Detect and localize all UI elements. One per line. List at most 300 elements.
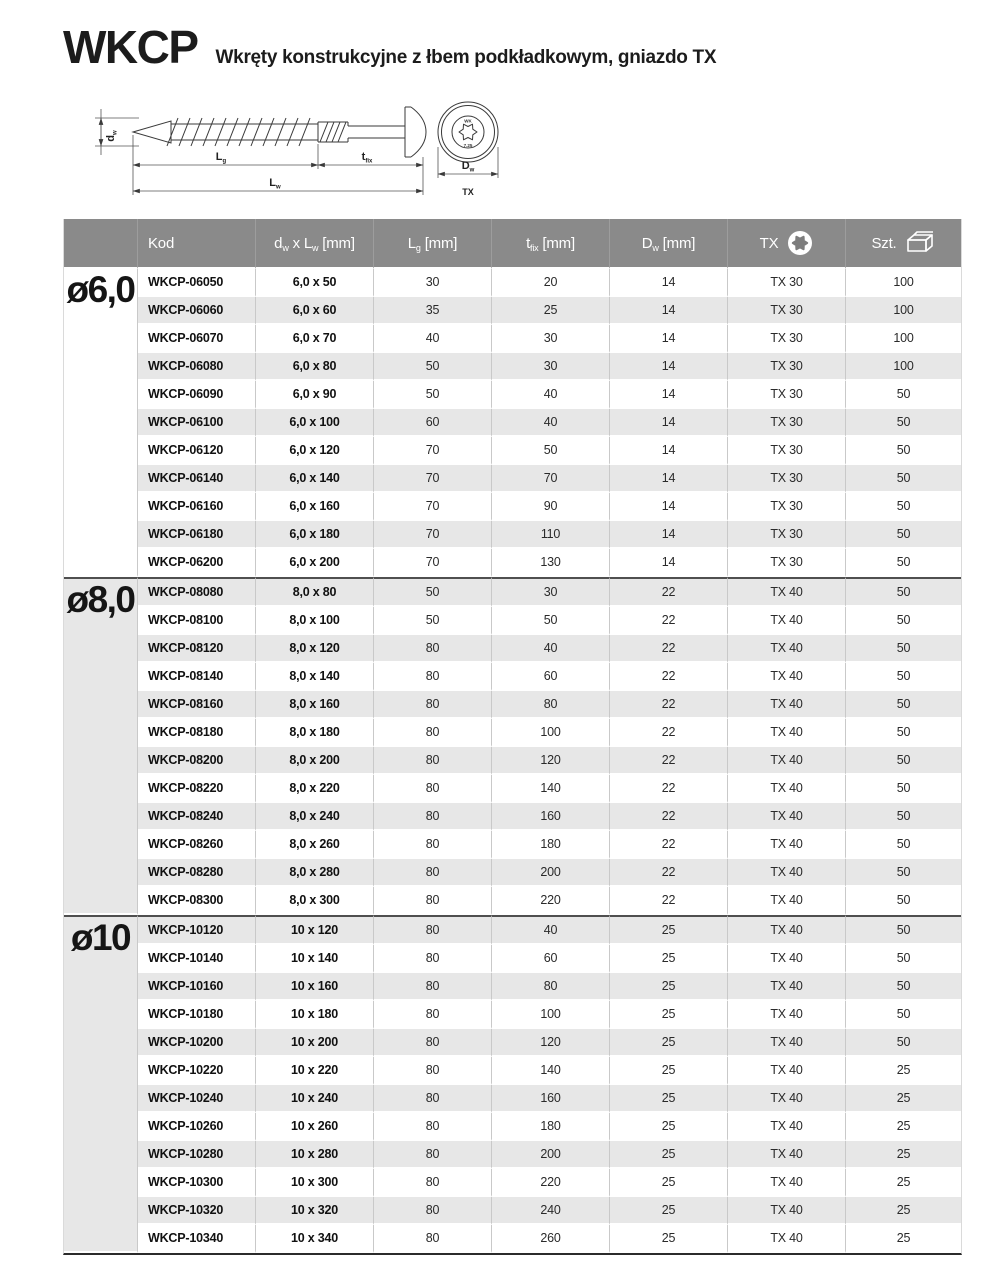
cell-dw: 25: [610, 1029, 728, 1057]
cell-tx: TX 30: [728, 409, 846, 437]
cell-dimensions: 8,0 x 240: [256, 803, 374, 831]
table-header: [64, 219, 961, 269]
cell-tfix: 25: [492, 297, 610, 325]
cell-kod: WKCP-06120: [138, 437, 256, 465]
cell-kod: WKCP-08260: [138, 831, 256, 859]
cell-dw: 22: [610, 691, 728, 719]
cell-tx: TX 40: [728, 775, 846, 803]
cell-szt: 50: [846, 719, 961, 747]
cell-tx: TX 40: [728, 607, 846, 635]
cell-dw: 14: [610, 325, 728, 353]
cell-lg: 50: [374, 381, 492, 409]
cell-kod: WKCP-10240: [138, 1085, 256, 1113]
cell-kod: WKCP-08140: [138, 663, 256, 691]
cell-lg: 80: [374, 887, 492, 915]
table-row: [64, 915, 961, 945]
cell-dw: 14: [610, 381, 728, 409]
cell-tfix: 220: [492, 1169, 610, 1197]
table-row: [64, 1029, 961, 1057]
col-header-dimensions: $d_w$ x $L_w$ [mm]: [256, 219, 374, 269]
table-row: [64, 269, 961, 297]
cell-dimensions: 6,0 x 180: [256, 521, 374, 549]
cell-szt: 50: [846, 465, 961, 493]
dimension-lw: [133, 177, 423, 191]
cell-dimensions: 6,0 x 200: [256, 549, 374, 577]
cell-tfix: 180: [492, 1113, 610, 1141]
cell-kod: WKCP-06070: [138, 325, 256, 353]
cell-szt: 25: [846, 1197, 961, 1225]
cell-dw: 22: [610, 663, 728, 691]
cell-tfix: 100: [492, 1001, 610, 1029]
cell-dimensions: 10 x 120: [256, 915, 374, 945]
cell-tfix: 60: [492, 945, 610, 973]
cell-dimensions: 10 x 140: [256, 945, 374, 973]
torx-recess: [459, 124, 477, 140]
table-row: [64, 381, 961, 409]
cell-lg: 70: [374, 493, 492, 521]
cell-kod: WKCP-10120: [138, 915, 256, 945]
col-header-diameter: [64, 219, 138, 269]
table-row: [64, 1113, 961, 1141]
cell-dimensions: 10 x 180: [256, 1001, 374, 1029]
cell-tx: TX 30: [728, 297, 846, 325]
cell-tfix: 140: [492, 1057, 610, 1085]
cell-dw: 25: [610, 1225, 728, 1253]
table-row: [64, 859, 961, 887]
cell-kod: WKCP-06100: [138, 409, 256, 437]
cell-dimensions: 10 x 160: [256, 973, 374, 1001]
cell-dw: 22: [610, 887, 728, 915]
cell-dimensions: 6,0 x 140: [256, 465, 374, 493]
cell-kod: WKCP-10220: [138, 1057, 256, 1085]
cell-dw: 22: [610, 803, 728, 831]
cell-kod: WKCP-10180: [138, 1001, 256, 1029]
cell-lg: 50: [374, 607, 492, 635]
cell-lg: 50: [374, 577, 492, 607]
col-header-dw: $D_w$ [mm]: [610, 219, 728, 269]
cell-dimensions: 8,0 x 220: [256, 775, 374, 803]
cell-szt: 50: [846, 887, 961, 915]
cell-dw: 14: [610, 549, 728, 577]
cell-tfix: 130: [492, 549, 610, 577]
cell-dw: 25: [610, 1113, 728, 1141]
cell-dw: 22: [610, 577, 728, 607]
cell-szt: 100: [846, 269, 961, 297]
cell-lg: 80: [374, 747, 492, 775]
cell-kod: WKCP-10280: [138, 1141, 256, 1169]
cell-tx: TX 40: [728, 1057, 846, 1085]
table-row: [64, 1225, 961, 1253]
cell-szt: 50: [846, 803, 961, 831]
cell-dw: 14: [610, 353, 728, 381]
table-row: [64, 1001, 961, 1029]
diameter-group-label: ø10: [64, 915, 138, 1253]
cell-tx: TX 40: [728, 1225, 846, 1253]
table-row: [64, 775, 961, 803]
cell-tx: TX 30: [728, 549, 846, 577]
cell-tfix: 60: [492, 663, 610, 691]
box-icon: [906, 231, 936, 255]
cell-dw: 22: [610, 607, 728, 635]
cell-tx: TX 40: [728, 915, 846, 945]
cell-tx: TX 40: [728, 635, 846, 663]
cell-kod: WKCP-06180: [138, 521, 256, 549]
screw-side-view: [133, 107, 426, 157]
cell-dimensions: 10 x 220: [256, 1057, 374, 1085]
cell-tx: TX 30: [728, 493, 846, 521]
cell-dimensions: 6,0 x 120: [256, 437, 374, 465]
dimension-label-lw: $L_w$: [269, 177, 281, 191]
cell-dimensions: 8,0 x 120: [256, 635, 374, 663]
dimension-label-d: $d_w$: [105, 130, 119, 142]
cell-lg: 80: [374, 775, 492, 803]
cell-dw: 25: [610, 1169, 728, 1197]
cell-lg: 80: [374, 1057, 492, 1085]
screw-drawing: [83, 87, 523, 205]
table-row: [64, 831, 961, 859]
cell-dimensions: 8,0 x 100: [256, 607, 374, 635]
cell-kod: WKCP-10160: [138, 973, 256, 1001]
cell-tx: TX 40: [728, 1169, 846, 1197]
cell-tx: TX 40: [728, 1085, 846, 1113]
cell-tx: TX 40: [728, 945, 846, 973]
table-row: [64, 409, 961, 437]
cell-szt: 25: [846, 1113, 961, 1141]
cell-tfix: 120: [492, 1029, 610, 1057]
cell-kod: WKCP-08220: [138, 775, 256, 803]
cell-tfix: 220: [492, 887, 610, 915]
head-marking-bottom: 7.25: [463, 143, 473, 148]
cell-tx: TX 40: [728, 719, 846, 747]
cell-tx: TX 40: [728, 831, 846, 859]
cell-kod: WKCP-08240: [138, 803, 256, 831]
table-row: [64, 747, 961, 775]
cell-szt: 50: [846, 691, 961, 719]
cell-dimensions: 6,0 x 80: [256, 353, 374, 381]
col-header-tfix: $t_{fix}$ [mm]: [492, 219, 610, 269]
cell-dimensions: 10 x 200: [256, 1029, 374, 1057]
drive-type-label: TX: [462, 187, 474, 197]
col-header-lg: $L_g$ [mm]: [374, 219, 492, 269]
cell-dimensions: 10 x 320: [256, 1197, 374, 1225]
cell-tx: TX 40: [728, 1141, 846, 1169]
cell-lg: 70: [374, 437, 492, 465]
cell-kod: WKCP-08100: [138, 607, 256, 635]
cell-dw: 25: [610, 1001, 728, 1029]
table-row: [64, 1141, 961, 1169]
cell-tx: TX 30: [728, 465, 846, 493]
cell-szt: 50: [846, 775, 961, 803]
cell-tfix: 180: [492, 831, 610, 859]
cell-lg: 30: [374, 269, 492, 297]
table-row: [64, 493, 961, 521]
cell-tfix: 40: [492, 409, 610, 437]
cell-szt: 50: [846, 1029, 961, 1057]
cell-kod: WKCP-06200: [138, 549, 256, 577]
cell-tfix: 30: [492, 353, 610, 381]
cell-szt: 50: [846, 381, 961, 409]
cell-dimensions: 10 x 300: [256, 1169, 374, 1197]
table-row: [64, 803, 961, 831]
cell-tfix: 120: [492, 747, 610, 775]
cell-tx: TX 40: [728, 747, 846, 775]
cell-kod: WKCP-08200: [138, 747, 256, 775]
cell-kod: WKCP-08080: [138, 577, 256, 607]
cell-dimensions: 10 x 340: [256, 1225, 374, 1253]
cell-szt: 25: [846, 1225, 961, 1253]
table-row: [64, 887, 961, 915]
cell-szt: 25: [846, 1141, 961, 1169]
cell-szt: 50: [846, 915, 961, 945]
cell-kod: WKCP-08180: [138, 719, 256, 747]
cell-tfix: 30: [492, 577, 610, 607]
table-row: [64, 1085, 961, 1113]
cell-dimensions: 6,0 x 100: [256, 409, 374, 437]
cell-szt: 50: [846, 577, 961, 607]
cell-tx: TX 40: [728, 577, 846, 607]
cell-lg: 80: [374, 1113, 492, 1141]
cell-kod: WKCP-10320: [138, 1197, 256, 1225]
cell-szt: 50: [846, 521, 961, 549]
cell-tfix: 90: [492, 493, 610, 521]
cell-tx: TX 40: [728, 663, 846, 691]
cell-tfix: 80: [492, 691, 610, 719]
cell-kod: WKCP-06090: [138, 381, 256, 409]
table-body: [64, 269, 961, 1253]
cell-dw: 14: [610, 493, 728, 521]
page-title: WKCP: [63, 21, 198, 73]
cell-lg: 50: [374, 353, 492, 381]
product-table: [63, 219, 962, 1255]
cell-dw: 14: [610, 521, 728, 549]
cell-szt: 50: [846, 437, 961, 465]
table-row: [64, 1057, 961, 1085]
cell-szt: 25: [846, 1085, 961, 1113]
cell-dw: 14: [610, 465, 728, 493]
cell-tfix: 50: [492, 607, 610, 635]
cell-dw: 22: [610, 719, 728, 747]
cell-dw: 22: [610, 747, 728, 775]
page-header: [63, 21, 960, 73]
cell-dimensions: 8,0 x 160: [256, 691, 374, 719]
cell-kod: WKCP-10260: [138, 1113, 256, 1141]
cell-lg: 80: [374, 1197, 492, 1225]
dimension-label-lg: $L_g$: [215, 151, 227, 165]
cell-tx: TX 40: [728, 691, 846, 719]
cell-kod: WKCP-06140: [138, 465, 256, 493]
cell-dimensions: 8,0 x 80: [256, 577, 374, 607]
cell-szt: 50: [846, 945, 961, 973]
cell-dw: 14: [610, 269, 728, 297]
col-header-szt: Szt.: [846, 219, 961, 269]
cell-kod: WKCP-06060: [138, 297, 256, 325]
cell-kod: WKCP-08280: [138, 859, 256, 887]
cell-tfix: 160: [492, 1085, 610, 1113]
cell-lg: 80: [374, 663, 492, 691]
cell-dimensions: 6,0 x 50: [256, 269, 374, 297]
cell-lg: 70: [374, 521, 492, 549]
cell-szt: 50: [846, 859, 961, 887]
cell-kod: WKCP-06080: [138, 353, 256, 381]
cell-szt: 50: [846, 635, 961, 663]
cell-kod: WKCP-08160: [138, 691, 256, 719]
cell-szt: 50: [846, 607, 961, 635]
cell-lg: 35: [374, 297, 492, 325]
cell-dimensions: 10 x 240: [256, 1085, 374, 1113]
cell-dw: 22: [610, 775, 728, 803]
cell-lg: 80: [374, 831, 492, 859]
cell-dimensions: 8,0 x 180: [256, 719, 374, 747]
cell-dw: 14: [610, 297, 728, 325]
table-row: [64, 1197, 961, 1225]
product-description: Wkręty konstrukcyjne z łbem podkładkowym, gniazdo TX: [215, 47, 717, 68]
cell-lg: 80: [374, 691, 492, 719]
cell-kod: WKCP-08120: [138, 635, 256, 663]
cell-tfix: 40: [492, 635, 610, 663]
cell-tx: TX 40: [728, 803, 846, 831]
diameter-group-label: ø6,0: [64, 269, 138, 577]
cell-dimensions: 6,0 x 160: [256, 493, 374, 521]
table-row: [64, 1169, 961, 1197]
cell-kod: WKCP-10340: [138, 1225, 256, 1253]
cell-tx: TX 40: [728, 887, 846, 915]
cell-tfix: 260: [492, 1225, 610, 1253]
cell-tfix: 20: [492, 269, 610, 297]
cell-lg: 80: [374, 1001, 492, 1029]
cell-tfix: 50: [492, 437, 610, 465]
cell-szt: 25: [846, 1169, 961, 1197]
head-marking-top: WK: [464, 118, 472, 124]
cell-dimensions: 6,0 x 60: [256, 297, 374, 325]
cell-kod: WKCP-06160: [138, 493, 256, 521]
cell-lg: 70: [374, 549, 492, 577]
cell-dimensions: 10 x 280: [256, 1141, 374, 1169]
cell-tx: TX 30: [728, 381, 846, 409]
cell-dw: 25: [610, 973, 728, 1001]
cell-tfix: 100: [492, 719, 610, 747]
cell-tfix: 200: [492, 859, 610, 887]
cell-kod: WKCP-08300: [138, 887, 256, 915]
cell-lg: 80: [374, 915, 492, 945]
cell-dw: 25: [610, 1085, 728, 1113]
torx-icon: [787, 230, 813, 256]
cell-tfix: 140: [492, 775, 610, 803]
dimension-label-dw: $D_w$: [461, 160, 475, 174]
cell-dw: 22: [610, 831, 728, 859]
cell-dimensions: 6,0 x 90: [256, 381, 374, 409]
table-row: [64, 663, 961, 691]
table-row: [64, 973, 961, 1001]
cell-lg: 80: [374, 719, 492, 747]
cell-dw: 25: [610, 945, 728, 973]
cell-dw: 25: [610, 1197, 728, 1225]
cell-tx: TX 40: [728, 1197, 846, 1225]
cell-tfix: 160: [492, 803, 610, 831]
cell-dimensions: 8,0 x 260: [256, 831, 374, 859]
cell-tx: TX 30: [728, 437, 846, 465]
cell-lg: 80: [374, 635, 492, 663]
cell-szt: 50: [846, 747, 961, 775]
cell-szt: 50: [846, 663, 961, 691]
table-row: [64, 549, 961, 577]
cell-lg: 60: [374, 409, 492, 437]
cell-dw: 25: [610, 1141, 728, 1169]
cell-dw: 22: [610, 635, 728, 663]
cell-tx: TX 40: [728, 1029, 846, 1057]
table-row: [64, 521, 961, 549]
cell-dimensions: 8,0 x 140: [256, 663, 374, 691]
cell-szt: 50: [846, 409, 961, 437]
cell-dimensions: 8,0 x 280: [256, 859, 374, 887]
cell-dimensions: 10 x 260: [256, 1113, 374, 1141]
cell-dw: 22: [610, 859, 728, 887]
cell-tx: TX 40: [728, 859, 846, 887]
cell-kod: WKCP-06050: [138, 269, 256, 297]
cell-tx: TX 30: [728, 521, 846, 549]
cell-lg: 70: [374, 465, 492, 493]
table-row: [64, 945, 961, 973]
cell-szt: 50: [846, 973, 961, 1001]
col-header-kod: Kod: [138, 219, 256, 269]
dimension-label-tfix: $t_{fix}$: [361, 151, 373, 165]
cell-lg: 80: [374, 1225, 492, 1253]
table-row: [64, 635, 961, 663]
table-row: [64, 325, 961, 353]
cell-szt: 50: [846, 493, 961, 521]
cell-tx: TX 40: [728, 1113, 846, 1141]
table-row: [64, 577, 961, 607]
table-row: [64, 437, 961, 465]
cell-tfix: 80: [492, 973, 610, 1001]
cell-kod: WKCP-10140: [138, 945, 256, 973]
cell-tx: TX 30: [728, 269, 846, 297]
cell-lg: 80: [374, 803, 492, 831]
table-row: [64, 691, 961, 719]
technical-drawing: [83, 87, 960, 205]
diameter-group-label: ø8,0: [64, 577, 138, 915]
cell-szt: 50: [846, 831, 961, 859]
screw-head-view: [438, 102, 498, 197]
cell-tx: TX 40: [728, 1001, 846, 1029]
dimension-tfix: [318, 151, 423, 165]
table-row: [64, 353, 961, 381]
cell-tfix: 240: [492, 1197, 610, 1225]
table-row: [64, 607, 961, 635]
cell-dimensions: 6,0 x 70: [256, 325, 374, 353]
cell-tx: TX 30: [728, 325, 846, 353]
cell-szt: 100: [846, 353, 961, 381]
cell-tx: TX 30: [728, 353, 846, 381]
cell-dw: 25: [610, 915, 728, 945]
table-row: [64, 719, 961, 747]
cell-lg: 80: [374, 859, 492, 887]
cell-tfix: 70: [492, 465, 610, 493]
cell-tfix: 110: [492, 521, 610, 549]
cell-tx: TX 40: [728, 973, 846, 1001]
cell-tfix: 30: [492, 325, 610, 353]
cell-dimensions: 8,0 x 300: [256, 887, 374, 915]
cell-lg: 80: [374, 973, 492, 1001]
cell-dw: 14: [610, 409, 728, 437]
table-row: [64, 465, 961, 493]
cell-szt: 50: [846, 1001, 961, 1029]
cell-lg: 80: [374, 945, 492, 973]
cell-szt: 50: [846, 549, 961, 577]
cell-dw: 25: [610, 1057, 728, 1085]
cell-tfix: 40: [492, 915, 610, 945]
cell-lg: 80: [374, 1141, 492, 1169]
cell-kod: WKCP-10300: [138, 1169, 256, 1197]
